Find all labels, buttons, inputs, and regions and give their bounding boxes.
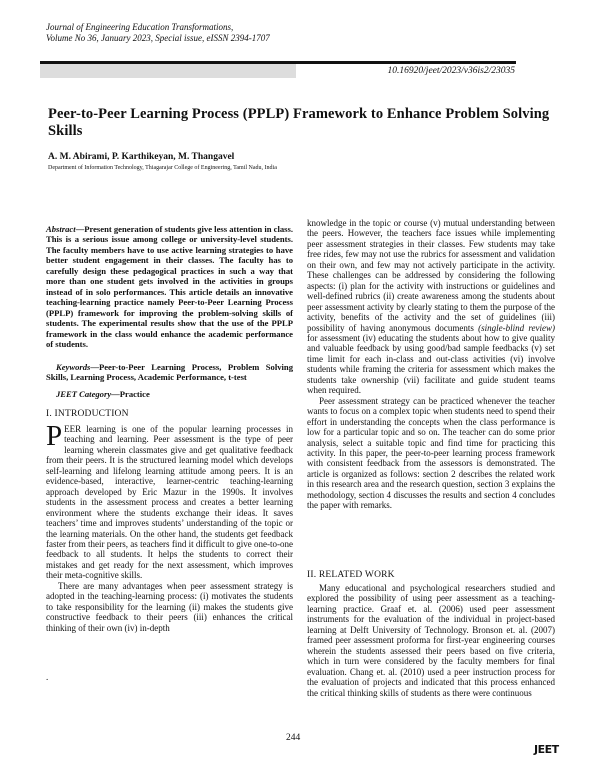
introduction-body bbox=[46, 420, 293, 633]
keywords-label: Keywords bbox=[56, 362, 91, 372]
header-gray-bar bbox=[40, 64, 296, 78]
section-heading-related-work: II. RELATED WORK bbox=[307, 570, 395, 580]
abstract-text: —Present generation of students give less attention in class. This is a serious issue among college or university-level students. The faculty members have to use active learning strategies to have better student engagement in their classes. The faculty has to carefully design these pedagogical practices in such a way that more than one student gets involved in the activities in groups instead of in solo performances. This article details an innovative teaching-learning practice namely Peer-to-Peer Learning Process (PPLP) framework for improving the problem-solving skills of students. The experimental results show that the use of the PPLP framework in the class would enhance the academic performance of students. bbox=[46, 224, 293, 349]
abstract-label: Abstract bbox=[46, 224, 76, 234]
intro-paragraph-2: There are many advantages when peer assessment strategy is adopted in the teaching-learning process: (i) motivates the students to take responsibility for the learning (ii) makes the students give constructive feedback to their peers (iii) enhances the critical thinking of their own (iv) in-depth bbox=[46, 580, 293, 633]
drop-cap: P bbox=[46, 420, 63, 452]
stray-dot: . bbox=[46, 672, 49, 682]
doi[interactable]: 10.16920/jeet/2023/v36is2/23035 bbox=[387, 66, 515, 76]
journal-volume: Volume No 36, January 2023, Special issue, eISSN 2394-1707 bbox=[46, 33, 270, 43]
category-text: —Practice bbox=[111, 389, 150, 399]
intro-paragraph-2-continued: knowledge in the topic or course (v) mutual understanding between the peers. However, the teachers face issues while implementing peer assessment strategies in their classes. Few students may take free rides, few may not use the rubrics for assessment and validation on their own, and few may not actively participate in the activity. These challenges can be addressed by considering the following aspects: (i) plan for the activity with instructions or guidelines and well-defined rubrics (ii) create awareness among the students about peer assessment activity by clearly stating to them the purpose of the activity, benefits of the activity and the set of guidelines (iii) possibility of having anonymous documents (single-blind review) for assessment (iv) educating the students about how to give quality and valuable feedback by using good/bad sample feedbacks (v) set time limit for each in-class and out-class activities (vi) involve students while framing the criteria for assessment which makes the students take ownership (vii) facilitate and guide student teams when required. bbox=[307, 218, 555, 396]
journal-header bbox=[46, 22, 270, 44]
intro-paragraph-1: PEER learning is one of the popular learning processes in teaching and learning. Peer assessment is the type of peer learning wherein classmates give and get qualitative feedback from their peers. It is the structured learning model which develops self-learning and lifelong learning attitude among peers. It is an evidence-based, interactive, learner-centric teaching-learning approach developed by Eric Mazur in the 1990s. It involves students in the assessment process and creates a better learning environment where the students exchange their ideas. It saves teachers’ time and improves students’ understanding of the topic or the learning materials. On the other hand, the students get feedback faster from their peers, as teachers find it difficult to give one-to-one feedback to all students. It helps the students to correct their mistakes and get ready for the next assessment, which improves their meta-cognitive skills. bbox=[46, 420, 293, 581]
jeet-logo: JEET bbox=[534, 743, 559, 756]
related-work-paragraph-1: Many educational and psychological researchers studied and explored the possibility of using peer assessment as a teaching-learning practice. Graaf et. al. (2006) used peer assessment instruments for the evaluation of the individual in project-based learning at Delft University of Technology. Bronson et. al. (2007) framed peer assessment proforma for first-year engineering courses wherein the students assessed their peers based on five criteria, which in turn were considered by the faculty members for final evaluation. Chang et. al. (2010) used a peer instruction process for the evaluation of projects and indicated that this process enhanced the critical thinking skills of students as there were continuous bbox=[307, 583, 555, 698]
section-heading-introduction: I. INTRODUCTION bbox=[46, 409, 129, 419]
paper-affiliation: Department of Information Technology, Thiagarajar College of Engineering, Tamil Nadu, India bbox=[48, 165, 277, 171]
related-work-body bbox=[307, 583, 555, 698]
abstract bbox=[46, 224, 293, 349]
jeet-category bbox=[56, 389, 150, 399]
keywords bbox=[46, 362, 293, 383]
category-label: JEET Category bbox=[56, 389, 112, 399]
keywords-text: —Peer-to-Peer Learning Process, Problem Solving Skills, Learning Process, Academic Performance, t-test bbox=[46, 362, 293, 383]
journal-name: Journal of Engineering Education Transformations, bbox=[46, 22, 234, 32]
paper-authors: A. M. Abirami, P. Karthikeyan, M. Thangavel bbox=[48, 152, 235, 162]
page-number: 244 bbox=[286, 733, 301, 743]
italic-phrase: (single-blind review) bbox=[478, 322, 555, 333]
intro-paragraph-3: Peer assessment strategy can be practiced whenever the teacher wants to focus on a complex topic when students need to spend their effort in understanding the concepts when the class performance is low for a particular topic and so on. The teacher can do some prior analysis, select a suitable topic and find time for practicing this activity. In this paper, the peer-to-peer learning process framework with consistent feedback from the assessors is demonstrated. The article is organized as follows: section 2 describes the related work in this research area and the research question, section 3 explains the methodology, section 4 discusses the results and section 4 concludes the paper with remarks. bbox=[307, 395, 555, 511]
paper-title: Peer-to-Peer Learning Process (PPLP) Framework to Enhance Problem Solving Skills bbox=[48, 106, 550, 139]
introduction-body-continued bbox=[307, 218, 555, 511]
